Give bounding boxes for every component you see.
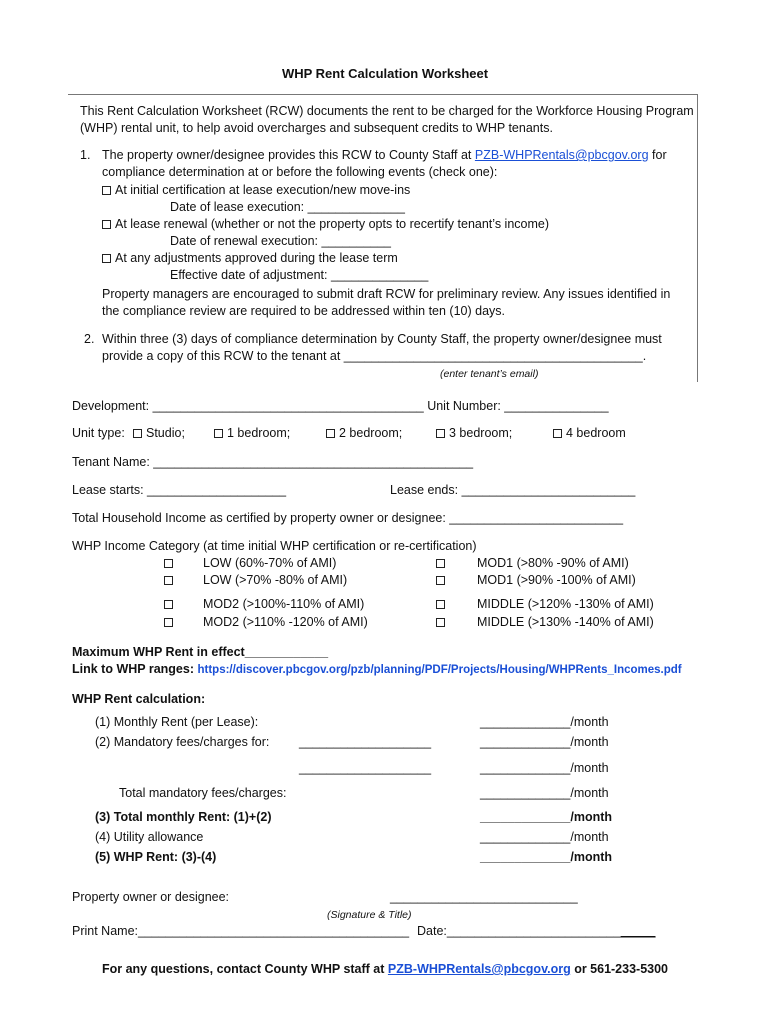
income-low-60-70[interactable] [164, 556, 336, 571]
option-adjustments-label: At any adjustments approved during the lease term [115, 251, 398, 265]
income-mod2-100-110[interactable] [164, 597, 364, 612]
whp-ranges-link[interactable]: https://discover.pbcgov.org/pzb/planning/PDF/Projects/Housing/WHPRents_Incomes.pdf [197, 664, 682, 676]
income-mod1-80-90-label: MOD1 (>80% -90% of AMI) [477, 556, 629, 570]
income-mod1-90-100-label: MOD1 (>90% -100% of AMI) [477, 573, 636, 587]
checkbox-mod1-80-90[interactable] [436, 559, 445, 568]
household-income-field[interactable]: Total Household Income as certified by property owner or designee: _________________________ [72, 511, 624, 525]
lease-ends-field[interactable]: Lease ends: _________________________ [390, 483, 636, 497]
checkbox-adjustments[interactable] [102, 254, 111, 263]
owner-label: Property owner or designee: [72, 890, 230, 904]
calc-utility-label: (4) Utility allowance [95, 830, 204, 844]
whp-ranges-link-row [72, 662, 682, 678]
income-mod2-100-110-label: MOD2 (>100%-110% of AMI) [203, 597, 365, 611]
item1-line-1 [102, 148, 667, 163]
tenant-email-caption: (enter tenant’s email) [440, 368, 539, 380]
option-lease-renewal[interactable] [102, 217, 549, 232]
income-mod2-110-120-label: MOD2 (>110% -120% of AMI) [203, 615, 368, 629]
note-line-1: Property managers are encouraged to submit draft RCW for preliminary review. Any issues identified in [102, 287, 671, 301]
print-name-field[interactable]: Print Name:_______________________________________ [72, 924, 410, 938]
income-mod1-80-90[interactable] [436, 556, 629, 571]
income-category-heading: WHP Income Category (at time initial WHP certification or re-certification) [72, 539, 477, 553]
note-line-2: the compliance review are required to be addressed within ten (10) days. [102, 304, 505, 318]
income-middle-120-130[interactable] [436, 597, 654, 612]
owner-signature-field[interactable]: ___________________________ [390, 890, 578, 904]
unit-type-3br-label: 3 bedroom; [449, 426, 513, 440]
calc-monthly-rent-label: (1) Monthly Rent (per Lease): [95, 715, 259, 729]
adjustment-date-field[interactable]: Effective date of adjustment: ______________ [170, 268, 429, 282]
unit-type-3br[interactable] [436, 426, 512, 441]
calc-total-fees-field[interactable]: _____________/month [480, 786, 609, 800]
checkbox-4-bedroom[interactable] [553, 429, 562, 438]
checkbox-2-bedroom[interactable] [326, 429, 335, 438]
item2-number: 2. [84, 332, 95, 346]
checkbox-middle-130-140[interactable] [436, 618, 445, 627]
income-low-60-70-label: LOW (60%-70% of AMI) [203, 556, 337, 570]
income-low-70-80-label: LOW (>70% -80% of AMI) [203, 573, 348, 587]
item1-text-b: for [652, 148, 667, 162]
intro-line-2: (WHP) rental unit, to help avoid overcharges and subsequent credits to WHP tenants. [80, 121, 553, 135]
date-field-text: Date:_________________________ [417, 924, 621, 938]
checkbox-mod1-90-100[interactable] [436, 576, 445, 585]
whp-email-link[interactable]: PZB-WHPRentals@pbcgov.org [474, 148, 649, 162]
item2-line-1: Within three (3) days of compliance determination by County Staff, the property owner/designee must [102, 332, 662, 346]
calc-total-fees-label: Total mandatory fees/charges: [119, 786, 287, 800]
calc-utility-field[interactable]: _____________/month [480, 830, 609, 844]
whp-ranges-label: Link to WHP ranges: [72, 662, 195, 676]
footer-email-link[interactable]: PZB-WHPRentals@pbcgov.org [387, 962, 571, 976]
development-unit-field[interactable]: Development: _______________________________________ Unit Number: _______________ [72, 399, 609, 413]
calc-fees-desc-1[interactable]: ___________________ [299, 735, 432, 749]
income-middle-120-130-label: MIDDLE (>120% -130% of AMI) [477, 597, 654, 611]
calc-fees-label: (2) Mandatory fees/charges for: [95, 735, 270, 749]
unit-type-1br[interactable] [214, 426, 290, 441]
checkbox-middle-120-130[interactable] [436, 600, 445, 609]
renewal-execution-date-field[interactable]: Date of renewal execution: __________ [170, 234, 391, 248]
calc-fees-amount-1[interactable]: _____________/month [480, 735, 609, 749]
income-low-70-80[interactable] [164, 573, 347, 588]
tenant-name-field[interactable]: Tenant Name: ______________________________________________ [72, 455, 474, 469]
option-renewal-label: At lease renewal (whether or not the property opts to recertify tenant’s income) [115, 217, 550, 231]
checkbox-initial-certification[interactable] [102, 186, 111, 195]
income-mod1-90-100[interactable] [436, 573, 636, 588]
income-middle-130-140[interactable] [436, 615, 654, 630]
calc-total-rent-label: (3) Total monthly Rent: (1)+(2) [95, 810, 272, 824]
calc-fees-desc-2[interactable]: ___________________ [299, 761, 432, 775]
lease-starts-field[interactable]: Lease starts: ____________________ [72, 483, 287, 497]
option-adjustments[interactable] [102, 251, 398, 266]
unit-type-studio-label: Studio; [146, 426, 185, 440]
intro-line-1: This Rent Calculation Worksheet (RCW) documents the rent to be charged for the Workforce Housing Program [80, 104, 694, 118]
checkbox-1-bedroom[interactable] [214, 429, 223, 438]
unit-type-4br[interactable] [553, 426, 626, 441]
income-middle-130-140-label: MIDDLE (>130% -140% of AMI) [477, 615, 654, 629]
date-field[interactable] [417, 924, 655, 939]
checkbox-lease-renewal[interactable] [102, 220, 111, 229]
footer-text-a: For any questions, contact County WHP staff at [101, 962, 385, 976]
box-top-border [68, 94, 698, 95]
signature-caption: (Signature & Title) [327, 909, 412, 921]
calc-heading: WHP Rent calculation: [72, 692, 206, 706]
unit-type-label: Unit type: [72, 426, 125, 440]
calc-whp-rent-field[interactable]: _____________/month [480, 850, 613, 864]
calc-whp-rent-label: (5) WHP Rent: (3)-(4) [95, 850, 217, 864]
calc-total-rent-field[interactable]: _____________/month [480, 810, 613, 824]
item1-text-a: The property owner/designee provides this RCW to County Staff at [102, 148, 472, 162]
tenant-email-field[interactable]: provide a copy of this RCW to the tenant at ___________________________________________. [102, 349, 647, 363]
income-mod2-110-120[interactable] [164, 615, 368, 630]
box-right-border [697, 94, 698, 382]
item1-line-2: compliance determination at or before the following events (check one): [102, 165, 498, 179]
unit-type-2br[interactable] [326, 426, 402, 441]
footer-contact [0, 962, 770, 977]
calc-monthly-rent-field[interactable]: _____________/month [480, 715, 609, 729]
checkbox-studio[interactable] [133, 429, 142, 438]
checkbox-3-bedroom[interactable] [436, 429, 445, 438]
unit-type-2br-label: 2 bedroom; [339, 426, 403, 440]
item1-number: 1. [80, 148, 91, 162]
checkbox-low-70-80[interactable] [164, 576, 173, 585]
checkbox-mod2-100-110[interactable] [164, 600, 173, 609]
footer-text-b: or 561-233-5300 [574, 962, 669, 976]
date-field-tail: _____ [620, 924, 656, 938]
unit-type-1br-label: 1 bedroom; [227, 426, 291, 440]
calc-fees-amount-2[interactable]: _____________/month [480, 761, 609, 775]
option-initial-label: At initial certification at lease execution/new move-ins [115, 183, 411, 197]
checkbox-mod2-110-120[interactable] [164, 618, 173, 627]
unit-type-4br-label: 4 bedroom [566, 426, 626, 440]
max-rent-field[interactable]: Maximum WHP Rent in effect____________ [72, 645, 329, 659]
page-title: WHP Rent Calculation Worksheet [281, 66, 489, 81]
checkbox-low-60-70[interactable] [164, 559, 173, 568]
option-initial-certification[interactable] [102, 183, 410, 198]
lease-execution-date-field[interactable]: Date of lease execution: ______________ [170, 200, 405, 214]
unit-type-studio[interactable] [133, 426, 185, 441]
